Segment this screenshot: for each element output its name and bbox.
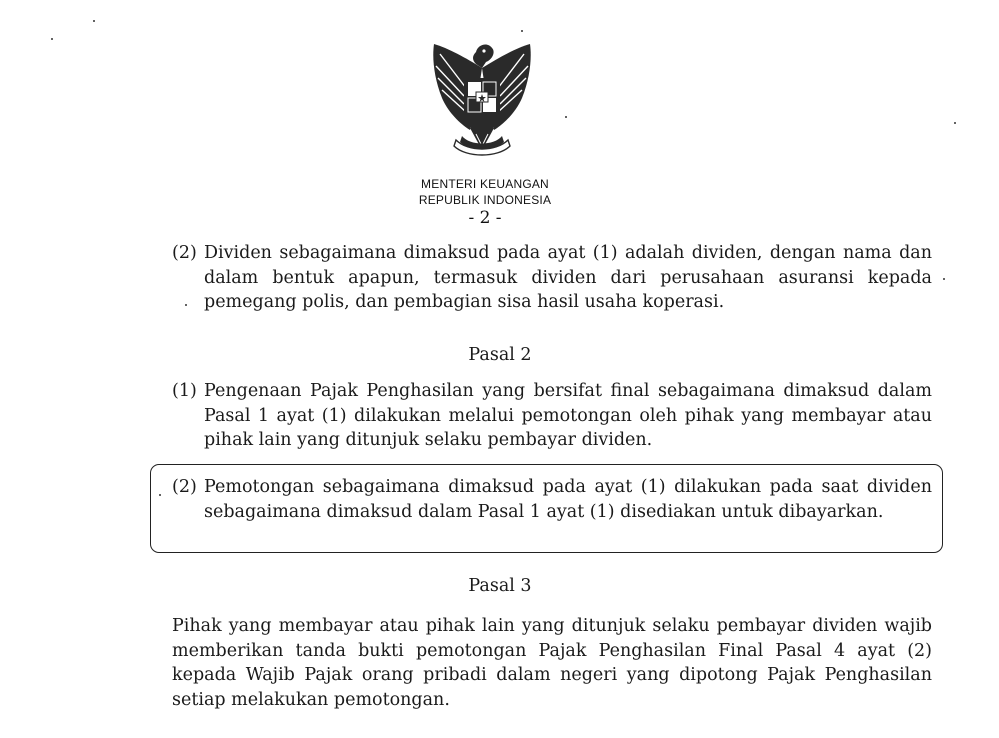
item-number: (2) [172,477,197,497]
garuda-emblem-icon [426,38,538,160]
scan-speck [565,116,567,118]
paragraph-dividen-definition [172,241,932,315]
paragraph-pasal-2-item-1 [172,379,932,453]
scan-speck [943,278,945,280]
ministry-country: REPUBLIK INDONESIA [418,193,552,207]
item-text: Dividen sebagaimana dimaksud pada ayat (1) adalah dividen, dengan nama dan dalam bentuk apapun, termasuk dividen dari perusahaan asuransi kepada pemegang polis, dan pembagian sisa hasil usaha koperasi. [204,243,932,312]
item-text: Pengenaan Pajak Penghasilan yang bersifat final sebagaimana dimaksud dalam Pasal 1 ayat (1) dilakukan melalui pemotongan oleh pihak yang membayar atau pihak lain yang ditunjuk selaku pembayar dividen. [204,381,932,450]
scan-speck [521,30,523,32]
pasal-2-heading: Pasal 2 [468,345,532,365]
item-number: (2) [172,243,197,263]
scan-speck [954,122,956,124]
page-number: - 2 - [468,208,502,228]
item-number: (1) [172,381,197,401]
scan-speck [51,38,53,40]
item-text: Pemotongan sebagaimana dimaksud pada ayat (1) dilakukan pada saat dividen sebagaimana dimaksud dalam Pasal 1 ayat (1) disediakan untuk dibayarkan. [204,477,932,522]
pasal-3-heading: Pasal 3 [468,576,532,596]
paragraph-pasal-2-item-2 [172,475,932,524]
paragraph-pasal-3 [172,614,932,712]
pasal-3-text: Pihak yang membayar atau pihak lain yang ditunjuk selaku pembayar dividen wajib memberikan tanda bukti pemotongan Pajak Penghasilan Final Pasal 4 ayat (2) kepada Wajib Pajak orang pribadi dalam negeri yang dipotong Pajak Penghasilan setiap melakukan pemotongan. [172,616,932,710]
scan-speck [93,20,95,22]
ministry-name: MENTERI KEUANGAN [421,177,549,191]
